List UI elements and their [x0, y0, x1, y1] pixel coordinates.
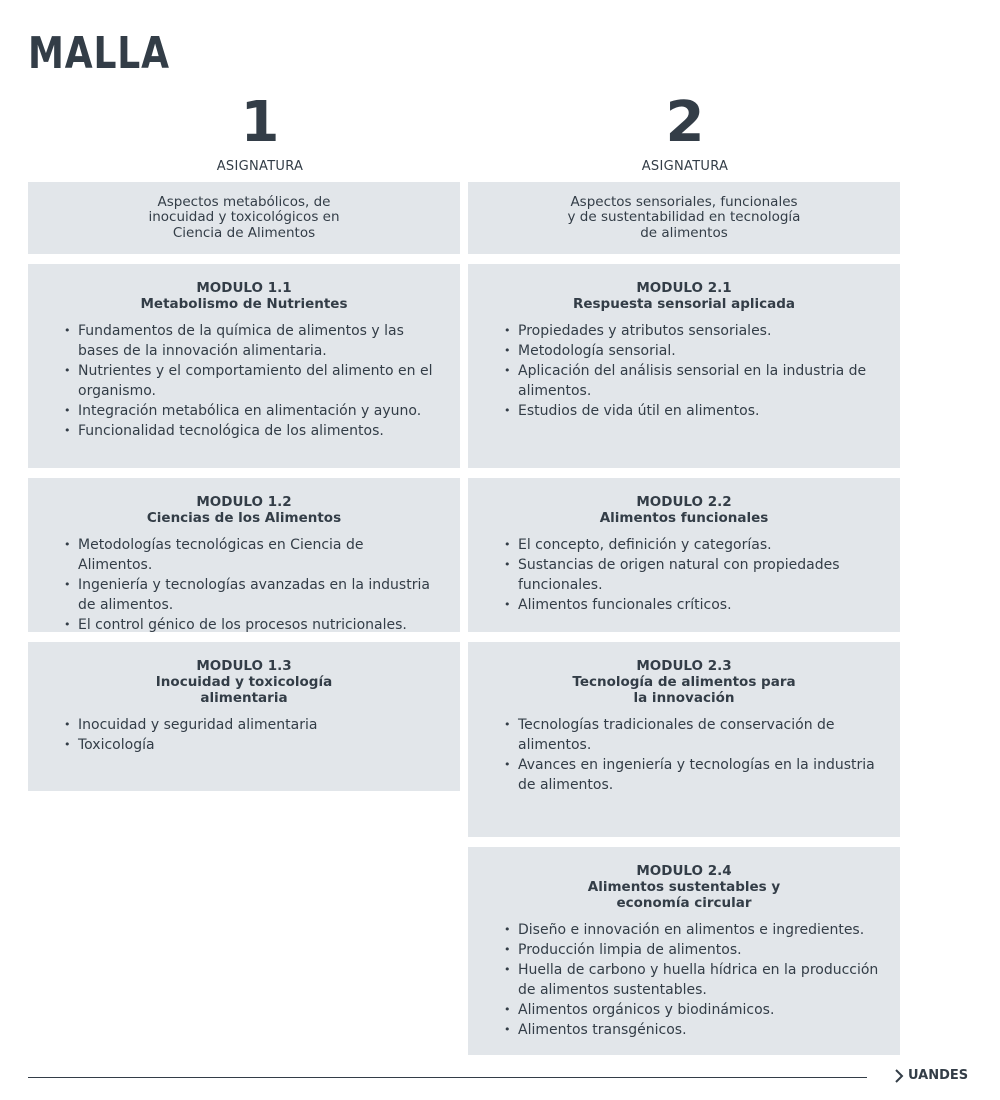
module-code: MODULO 1.1	[196, 280, 292, 296]
list-item: • Inocuidad y seguridad alimentaria	[78, 715, 442, 735]
list-item: • Estudios de vida útil en alimentos.	[518, 401, 882, 421]
list-item: • Toxicología	[78, 735, 442, 755]
module-name: Alimentos funcionales	[599, 510, 769, 526]
list-item: • Alimentos funcionales críticos.	[518, 595, 882, 615]
module-name: Alimentos sustentables y economía circular	[587, 879, 781, 911]
module-name: Tecnología de alimentos para la innovación	[572, 674, 796, 706]
list-item: • El concepto, definición y categorías.	[518, 535, 882, 555]
topic-list	[468, 920, 900, 1040]
subject-box-2	[468, 182, 900, 254]
module-code: MODULO 2.2	[636, 494, 732, 510]
topic-list	[28, 535, 460, 635]
module-card-1-1	[28, 264, 460, 468]
module-card-2-2	[468, 478, 900, 632]
list-item: • Metodologías tecnológicas en Ciencia de Alimentos.	[78, 535, 442, 575]
topic-list	[468, 321, 900, 421]
topic-list	[28, 715, 460, 755]
column-label: ASIGNATURA	[216, 159, 304, 174]
list-item: • Aplicación del análisis sensorial en la industria de alimentos.	[518, 361, 882, 401]
column-number: 1	[240, 90, 280, 155]
module-card-2-1	[468, 264, 900, 468]
module-card-1-3	[28, 642, 460, 791]
footer-brand[interactable]	[894, 1068, 968, 1083]
module-card-1-2	[28, 478, 460, 632]
page-title: MALLA	[28, 28, 170, 79]
column-2-header	[535, 90, 835, 174]
list-item: • Ingeniería y tecnologías avanzadas en la industria de alimentos.	[78, 575, 442, 615]
module-card-2-4	[468, 847, 900, 1055]
footer-divider	[28, 1077, 867, 1078]
module-code: MODULO 2.4	[636, 863, 732, 879]
list-item: • Tecnologías tradicionales de conservación de alimentos.	[518, 715, 882, 755]
list-item: • Avances en ingeniería y tecnologías en la industria de alimentos.	[518, 755, 882, 795]
subject-text: Aspectos metabólicos, de inocuidad y toxicológicos en Ciencia de Alimentos	[148, 193, 340, 241]
list-item: • Propiedades y atributos sensoriales.	[518, 321, 882, 341]
list-item: • Diseño e innovación en alimentos e ingredientes.	[518, 920, 882, 940]
subject-text: Aspectos sensoriales, funcionales y de sustentabilidad en tecnología de alimentos	[567, 193, 801, 241]
module-code: MODULO 1.3	[196, 658, 292, 674]
list-item: • Integración metabólica en alimentación y ayuno.	[78, 401, 442, 421]
list-item: • Sustancias de origen natural con propiedades funcionales.	[518, 555, 882, 595]
module-code: MODULO 2.3	[636, 658, 732, 674]
list-item: • Metodología sensorial.	[518, 341, 882, 361]
list-item: • Fundamentos de la química de alimentos y las bases de la innovación alimentaria.	[78, 321, 442, 361]
topic-list	[468, 715, 900, 795]
list-item: • El control génico de los procesos nutricionales.	[78, 615, 442, 635]
list-item: • Alimentos transgénicos.	[518, 1020, 882, 1040]
list-item: • Producción limpia de alimentos.	[518, 940, 882, 960]
module-name: Ciencias de los Alimentos	[146, 510, 342, 526]
list-item: • Funcionalidad tecnológica de los alimentos.	[78, 421, 442, 441]
module-name: Respuesta sensorial aplicada	[572, 296, 796, 312]
module-name: Inocuidad y toxicología alimentaria	[155, 674, 333, 706]
brand-label: UANDES	[908, 1068, 969, 1083]
list-item: • Nutrientes y el comportamiento del alimento en el organismo.	[78, 361, 442, 401]
list-item: • Huella de carbono y huella hídrica en la producción de alimentos sustentables.	[518, 960, 882, 1000]
module-code: MODULO 2.1	[636, 280, 732, 296]
module-name: Metabolismo de Nutrientes	[140, 296, 348, 312]
module-code: MODULO 1.2	[196, 494, 292, 510]
column-label: ASIGNATURA	[641, 159, 729, 174]
topic-list	[28, 321, 460, 441]
topic-list	[468, 535, 900, 615]
module-card-2-3	[468, 642, 900, 837]
column-1-header	[110, 90, 410, 174]
subject-box-1	[28, 182, 460, 254]
list-item: • Alimentos orgánicos y biodinámicos.	[518, 1000, 882, 1020]
chevron-right-icon	[894, 1069, 904, 1083]
column-number: 2	[665, 90, 705, 155]
